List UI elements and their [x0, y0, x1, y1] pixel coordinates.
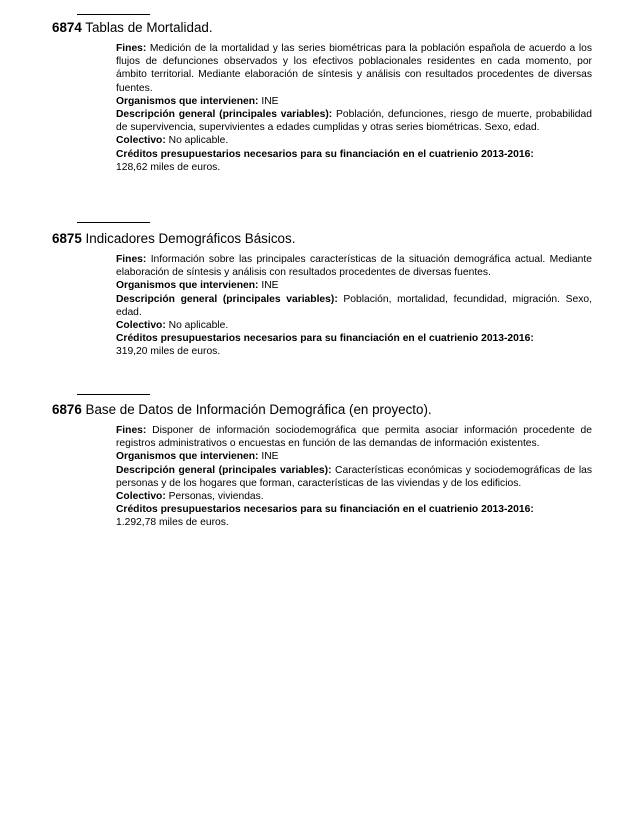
colectivo-label: Colectivo: [116, 135, 166, 147]
organismos-text: INE [261, 95, 279, 107]
descripcion-label: Descripción general (principales variables): [116, 293, 338, 305]
descripcion-text: Población, defunciones, riesgo de muerte, probabilidad de supervivencia, supervivientes a edades cumplidas y otras series biométricas. Sexo, edad. [116, 109, 592, 134]
entry-body [116, 42, 592, 174]
colectivo-text: No aplicable. [168, 135, 229, 147]
entry-body [116, 253, 592, 359]
organismos-text: INE [261, 280, 279, 292]
fines-text: Medición de la mortalidad y las series biométricas para la población española de acuerdo a los flujos de defunciones observados y los efectivos poblacionales residentes en cada momento, por ámbito territorial. Mediante elaboración de síntesis y análisis con resultados procedentes de diversas fuentes. [116, 43, 592, 94]
creditos-paragraph [116, 148, 592, 174]
entry-code: 6875 [52, 231, 82, 246]
entry-heading [52, 231, 295, 247]
organismos-paragraph [116, 95, 592, 108]
descripcion-paragraph [116, 108, 592, 134]
fines-label: Fines: [116, 43, 147, 54]
entry-body [116, 424, 592, 530]
fines-text: Información sobre las principales características de la situación demográfica actual. Mediante elaboración de síntesis y análisis con resultados procedentes de diversas fuentes. [116, 254, 592, 279]
fines-label: Fines: [116, 254, 147, 265]
creditos-paragraph [116, 332, 592, 358]
section-divider [77, 14, 150, 15]
organismos-label: Organismos que intervienen: [116, 280, 259, 292]
organismos-text: INE [261, 451, 279, 463]
organismos-paragraph [116, 279, 592, 292]
descripcion-label: Descripción general (principales variables): [116, 109, 333, 121]
descripcion-text: Población, mortalidad, fecundidad, migración. Sexo, edad. [116, 293, 592, 318]
descripcion-paragraph [116, 464, 592, 490]
fines-paragraph [116, 253, 592, 279]
section-divider [77, 394, 150, 395]
fines-paragraph [116, 42, 592, 95]
descripcion-paragraph [116, 293, 592, 319]
descripcion-label: Descripción general (principales variables): [116, 464, 332, 476]
entry-code: 6874 [52, 20, 82, 35]
colectivo-text: Personas, viviendas. [168, 491, 264, 503]
colectivo-paragraph [116, 319, 592, 332]
entry-heading [52, 20, 213, 36]
creditos-text: 128,62 miles de euros. [116, 161, 221, 173]
section-divider [77, 222, 150, 223]
creditos-label: Créditos presupuestarios necesarios para su financiación en el cuatrienio 2013-2016: [116, 148, 534, 160]
creditos-label: Créditos presupuestarios necesarios para su financiación en el cuatrienio 2013-2016: [116, 504, 534, 516]
creditos-paragraph [116, 503, 592, 529]
entry-title: Tablas de Mortalidad. [85, 20, 213, 35]
colectivo-paragraph [116, 134, 592, 147]
fines-paragraph [116, 424, 592, 450]
fines-label: Fines: [116, 425, 147, 436]
creditos-text: 319,20 miles de euros. [116, 346, 221, 358]
fines-text: Disponer de información sociodemográfica que permita asociar información procedente de registros administrativos o encuestas en función de las demandas de información existentes. [116, 425, 592, 450]
colectivo-paragraph [116, 490, 592, 503]
colectivo-text: No aplicable. [168, 320, 229, 332]
creditos-label: Créditos presupuestarios necesarios para su financiación en el cuatrienio 2013-2016: [116, 333, 534, 345]
descripcion-text: Características económicas y sociodemográficas de las personas y de los hogares que forman, características de las viviendas y de los edificios. [116, 464, 592, 489]
organismos-paragraph [116, 450, 592, 463]
colectivo-label: Colectivo: [116, 320, 166, 332]
organismos-label: Organismos que intervienen: [116, 95, 259, 107]
colectivo-label: Colectivo: [116, 491, 166, 503]
creditos-text: 1.292,78 miles de euros. [116, 517, 229, 529]
entry-title: Indicadores Demográficos Básicos. [85, 231, 296, 246]
organismos-label: Organismos que intervienen: [116, 451, 259, 463]
entry-title: Base de Datos de Información Demográfica (en proyecto). [85, 402, 432, 417]
entry-heading [52, 402, 432, 418]
entry-code: 6876 [52, 402, 82, 417]
